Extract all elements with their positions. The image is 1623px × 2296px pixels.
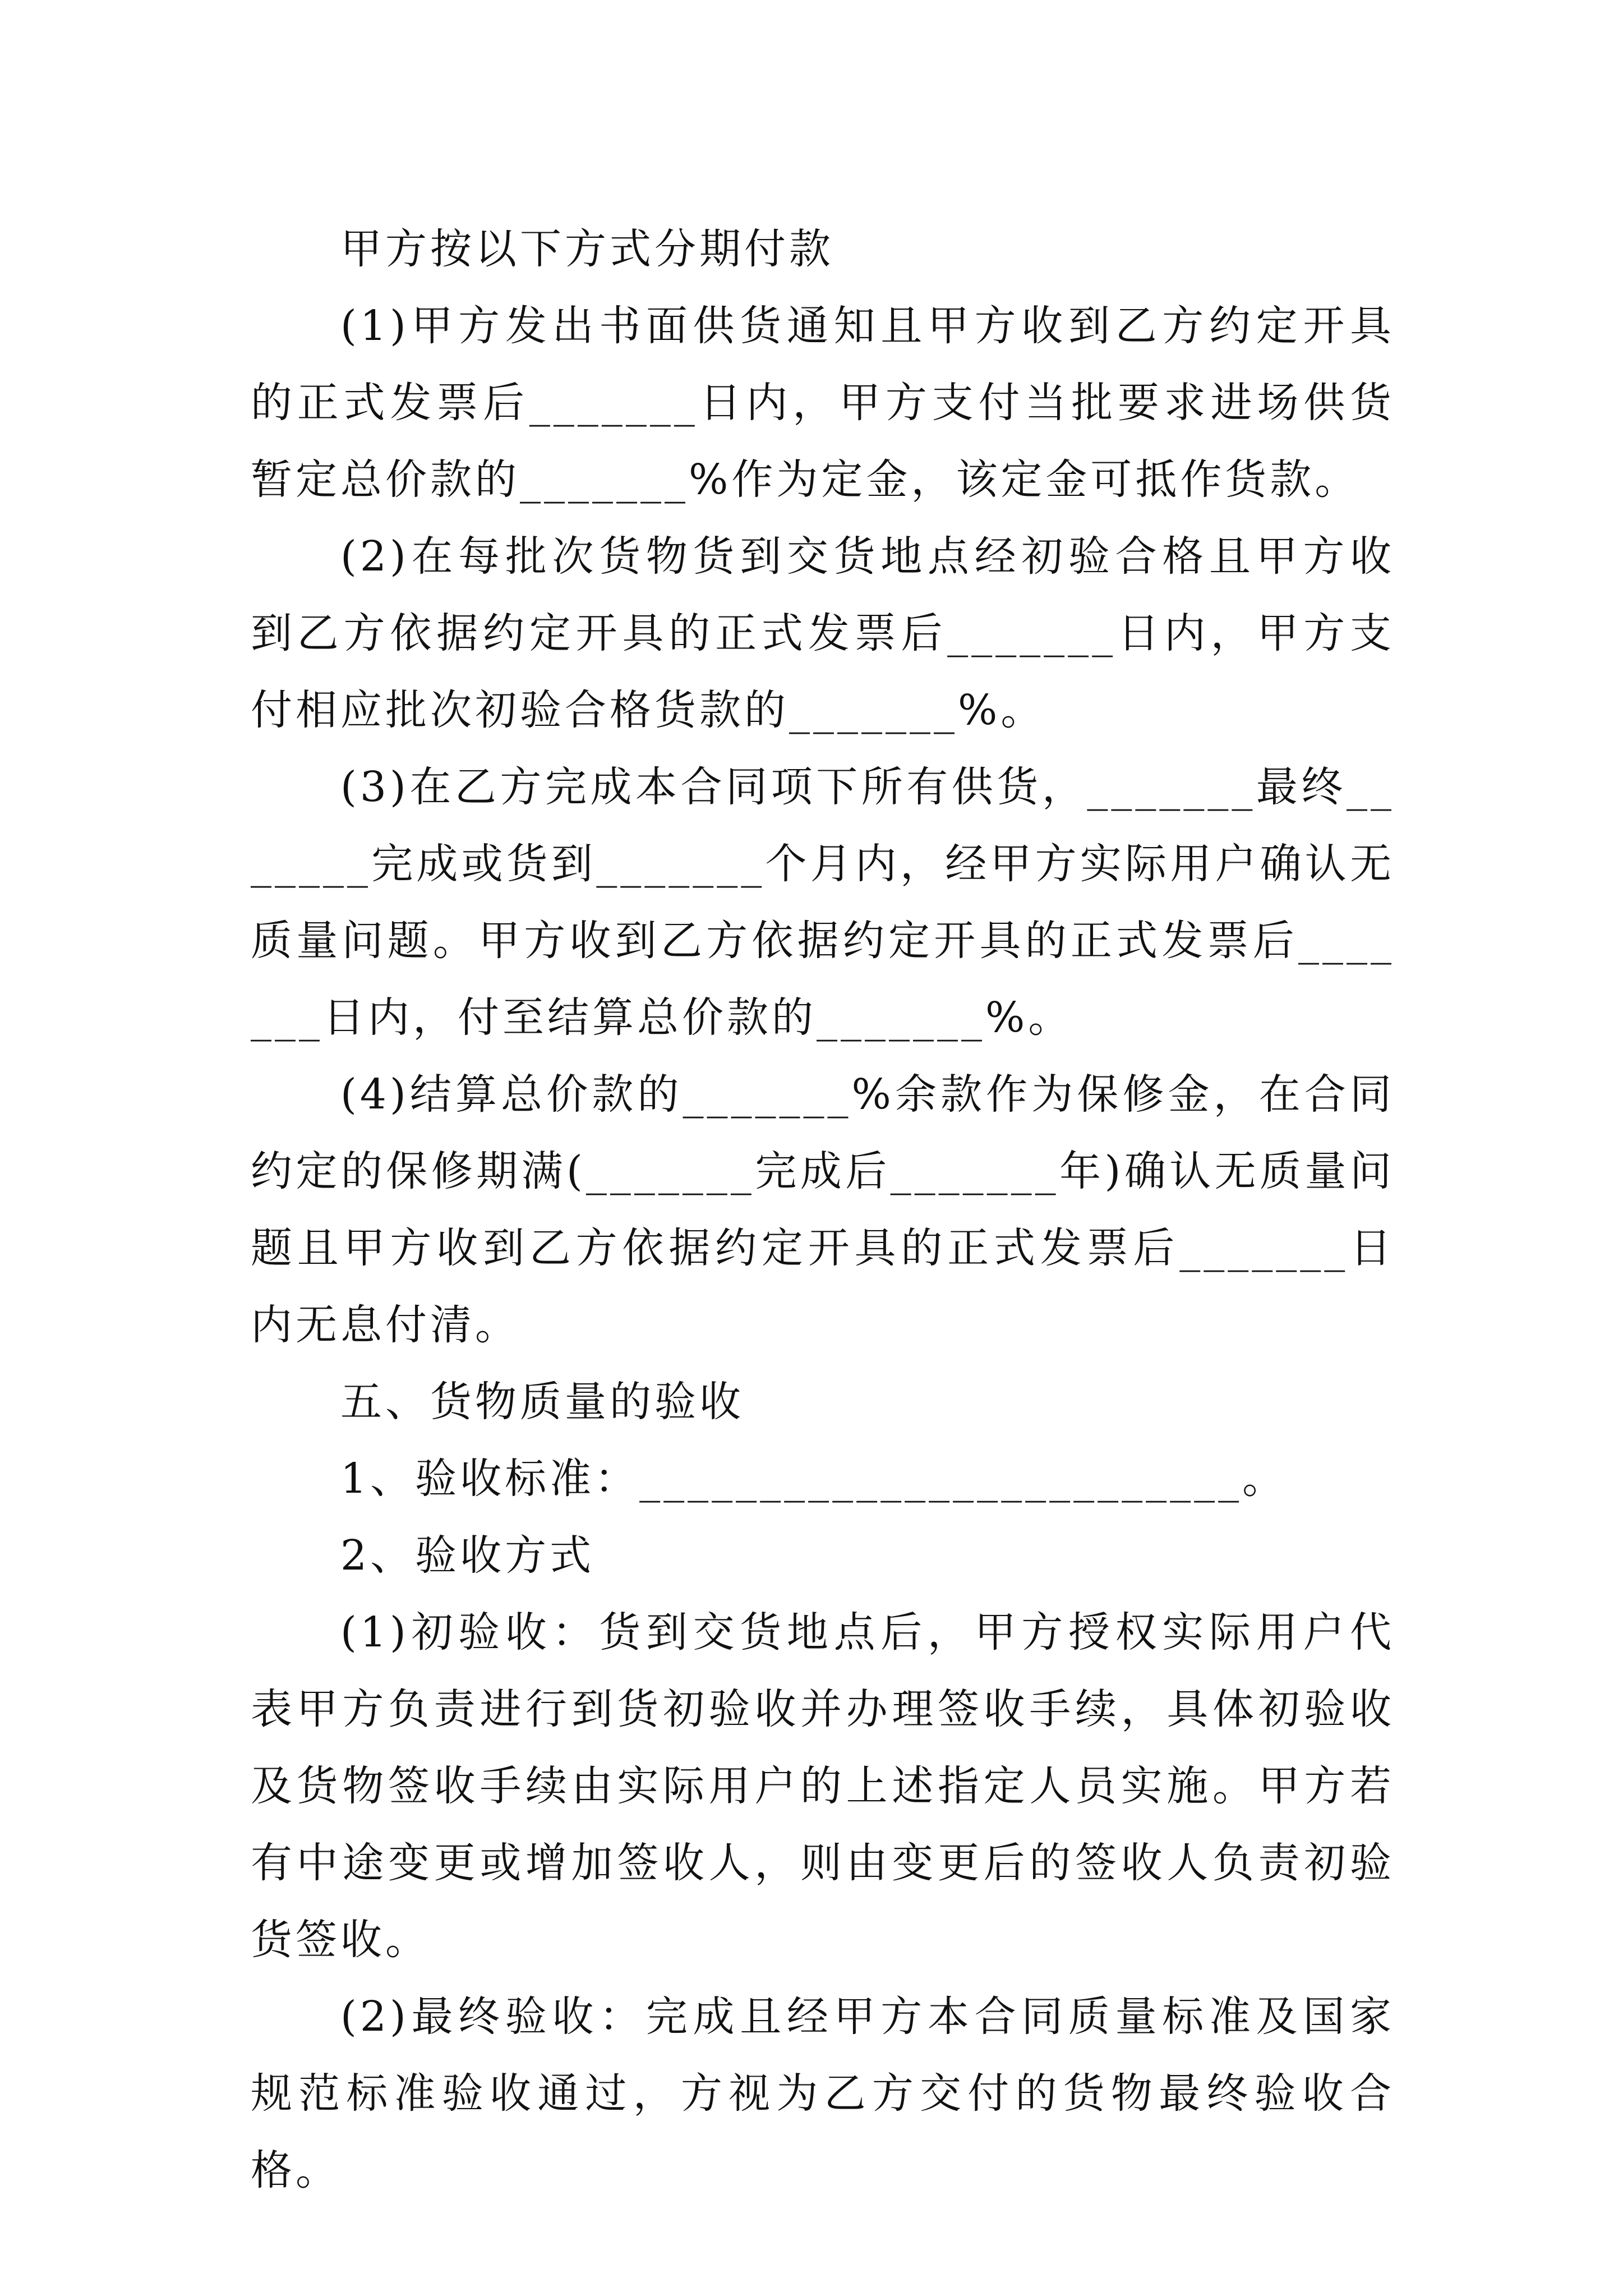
paragraph-payment-intro: 甲方按以下方式分期付款 [340, 225, 834, 273]
paragraph-payment-1: (1)甲方发出书面供货通知且甲方收到乙方约定开具的正式发票后_______日内，甲方支付当批要求进场供货暂定总价款的_______%作为定金，该定金可抵作货款。 [251, 302, 1395, 504]
document-body [251, 211, 1395, 2209]
paragraph-acceptance-method: 2、验收方式 [340, 1531, 595, 1580]
paragraph-final-acceptance: (2)最终验收：完成且经甲方本合同质量标准及国家规范标准验收通过，方视为乙方交付的货物最终验收合格。 [251, 1993, 1395, 2194]
paragraph-payment-2: (2)在每批次货物货到交货地点经初验合格且甲方收到乙方依据约定开具的正式发票后_______日内，甲方支付相应批次初验合格货款的_______%。 [251, 532, 1395, 734]
paragraph-acceptance-standard: 1、验收标准：_________________________。 [340, 1455, 1288, 1503]
paragraph-payment-4: (4)结算总价款的_______%余款作为保修金，在合同约定的保修期满(_______完成后_______年)确认无质量问题且甲方收到乙方依据约定开具的正式发票后_______日内无息付清。 [251, 1070, 1395, 1349]
paragraph-payment-3: (3)在乙方完成本合同项下所有供货，_______最终_______完成或货到_______个月内，经甲方实际用户确认无质量问题。甲方收到乙方依据约定开具的正式发票后_______日内，付至结算总价款的_______%。 [251, 763, 1395, 1042]
paragraph-initial-acceptance: (1)初验收：货到交货地点后，甲方授权实际用户代表甲方负责进行到货初验收并办理签收手续，具体初验收及货物签收手续由实际用户的上述指定人员实施。甲方若有中途变更或增加签收人，则由变更后的签收人负责初验货签收。 [251, 1608, 1395, 1964]
section-heading-quality-acceptance: 五、货物质量的验收 [340, 1378, 744, 1426]
